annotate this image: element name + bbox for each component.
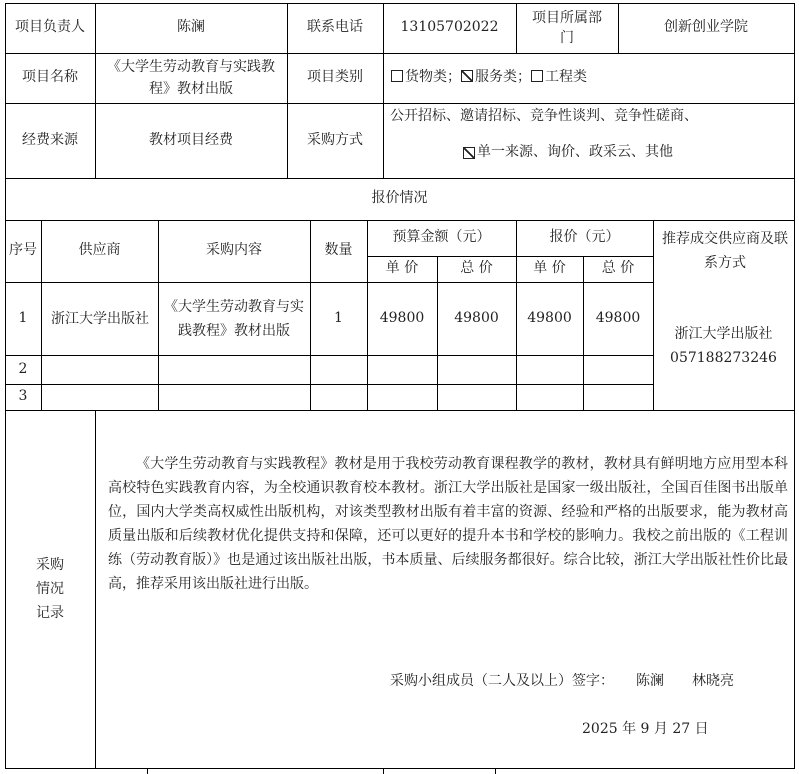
leader-label: 项目负责人 — [15, 19, 85, 36]
purchase-method-line2 — [463, 140, 783, 166]
header-quote-total: 总 价 — [601, 260, 635, 277]
recommend-supplier — [653, 282, 794, 410]
header-quote-unit: 单 价 — [533, 260, 566, 277]
recommend-phone: 057188273246 — [670, 350, 777, 366]
signer-2: 林晓亮 — [692, 673, 734, 690]
header-budget-total: 总 价 — [460, 260, 493, 277]
header-index: 序号 — [9, 242, 37, 259]
purchase-method-line1: 公开招标、邀请招标、竞争性谈判、竞争性磋商、 — [390, 108, 698, 125]
dept-label: 项目所属部门 — [532, 10, 602, 46]
type-option-engineering[interactable]: 工程类 — [531, 67, 587, 89]
header-budget-unit: 单 价 — [385, 260, 419, 277]
purchase-method-label: 采购方式 — [307, 131, 363, 148]
type-option-service[interactable]: 服务类； — [461, 67, 531, 89]
purchase-method-line2-text: 单一来源、询价、政采云、其他 — [477, 144, 673, 161]
phone-label: 联系电话 — [307, 19, 363, 36]
header-content: 采购内容 — [206, 242, 262, 259]
row1-quote-total: 49800 — [595, 309, 641, 326]
header-budget: 预算金额（元） — [392, 229, 491, 246]
type-option-goods[interactable]: 货物类； — [391, 67, 461, 89]
quote-section-title: 报价情况 — [371, 190, 428, 207]
row3-index: 3 — [18, 388, 28, 405]
checkbox-goods[interactable] — [391, 70, 403, 82]
project-name-label: 项目名称 — [22, 69, 78, 86]
sign-line — [390, 670, 790, 694]
header-recommend: 推荐成交供应商及联系方式 — [662, 231, 788, 271]
row1-qty: 1 — [334, 309, 343, 326]
sign-label: 采购小组成员（二人及以上）签字： — [390, 673, 614, 690]
project-type-label: 项目类别 — [307, 69, 363, 86]
dept-value: 创新创业学院 — [664, 19, 748, 36]
header-supplier: 供应商 — [78, 242, 121, 259]
header-qty: 数量 — [324, 242, 353, 259]
project-name-value: 《大学生劳动教育与实践教程》教材出版 — [107, 59, 275, 97]
row1-budget-unit: 49800 — [379, 309, 425, 326]
recommend-name: 浙江大学出版社 — [674, 326, 773, 342]
row1-quote-unit: 49800 — [527, 309, 572, 326]
header-quote: 报价（元） — [549, 229, 620, 246]
leader-value: 陈澜 — [177, 19, 205, 36]
checkbox-engineering[interactable] — [531, 70, 543, 82]
row1-content: 《大学生劳动教育与实践教程》教材出版 — [164, 298, 304, 339]
signer-1: 陈澜 — [636, 673, 664, 690]
row1-supplier: 浙江大学出版社 — [51, 310, 149, 327]
row2-index: 2 — [18, 360, 28, 377]
funding-source-value: 教材项目经费 — [149, 131, 233, 148]
project-type-options — [391, 53, 791, 103]
checkbox-single-source[interactable] — [463, 147, 475, 159]
funding-source-label: 经费来源 — [22, 131, 78, 148]
row1-budget-total: 49800 — [454, 309, 499, 326]
record-label: 采购情况记录 — [36, 557, 64, 621]
record-text: 《大学生劳动教育与实践教程》教材是用于我校劳动教育课程教学的教材，教材具有鲜明地方应用型本科高校特色实践教育内容，为全校通识教育校本教材。浙江大学出版社是国家一级出版社，全国百佳图书出版单位，国内大学类高权威性出版机构，对该类型教材出版有着丰富的资源、经验和严格的出版要求，能为教材高质量出版和后续教材优化提供支持和保障，还可以更好的提升本书和学校的影响力。我校之前出版的《工程训练（劳动教育版）》也是通过该出版社出版，书本质量、后续服务都很好。综合比较，浙江大学出版社性价比最高，推荐采用该出版社进行出版。 — [108, 456, 788, 592]
phone-value: 13105702022 — [400, 19, 499, 36]
checkbox-service[interactable] — [461, 70, 473, 82]
record-date: 2025 年 9 月 27 日 — [582, 721, 709, 738]
row1-index: 1 — [18, 309, 28, 326]
